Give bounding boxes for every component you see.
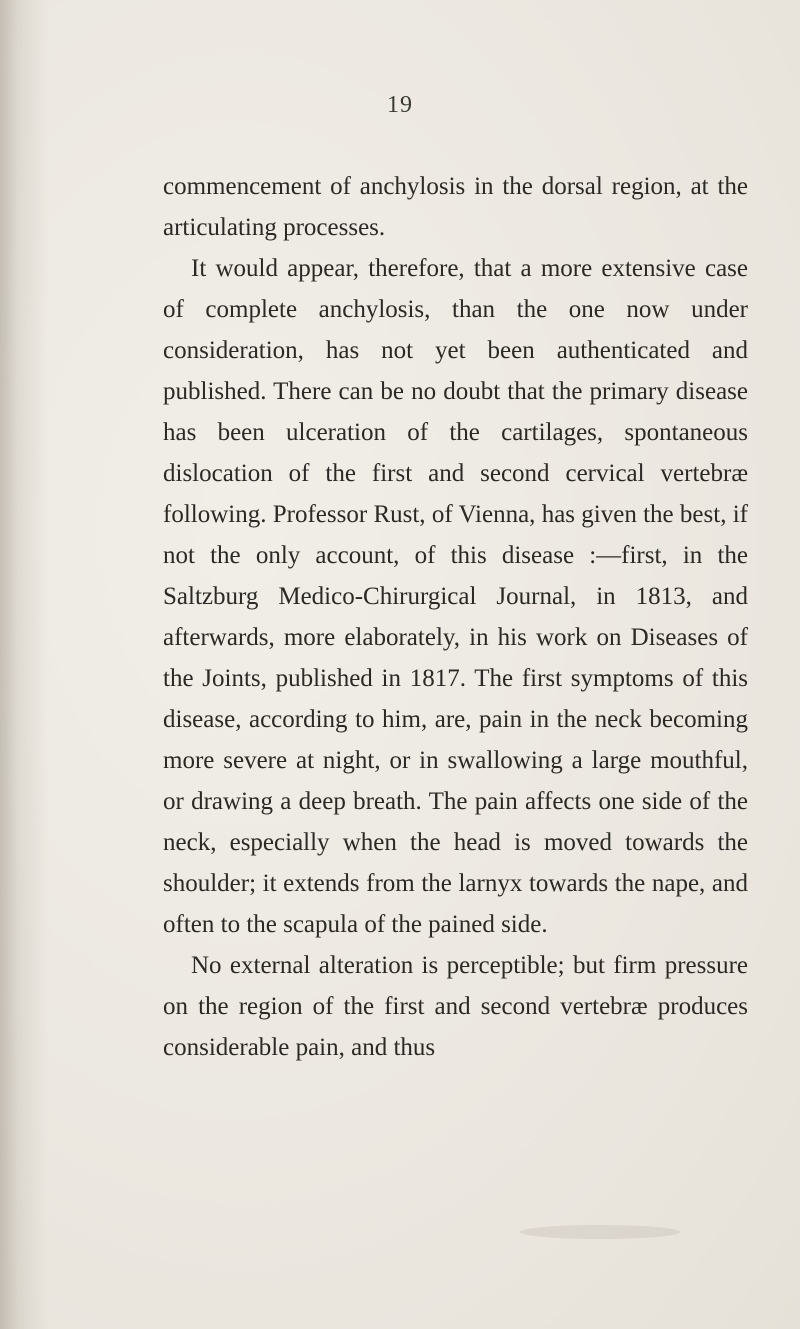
ink-bleed-mark [520, 1225, 680, 1239]
paragraph-anchylosis-discussion: It would appear, therefore, that a more extensive case of complete anchylosis, than the one now under consideration, has not yet been authenticated and published. There can be no doubt that the primary disease has been ulceration of the cartilages, spontaneous dislocation of the first and second cervical vertebræ following. Professor Rust, of Vienna, has given the best, if not the only account, of this disease :—first, in the Saltzburg Medico-Chirurgical Journal, in 1813, and afterwards, more elaborately, in his work on Diseases of the Joints, published in 1817. The first symptoms of this disease, according to him, are, pain in the neck becoming more severe at night, or in swallowing a large mouthful, or drawing a deep breath. The pain affects one side of the neck, especially when the head is moved towards the shoulder; it extends from the larnyx towards the nape, and often to the scapula of the pained side. [163, 255, 748, 938]
page-number: 19 [387, 92, 413, 118]
body-text [163, 166, 748, 1068]
paragraph-continuation: commencement of anchylosis in the dorsal region, at the articulating processes. [163, 173, 748, 241]
paragraph-external-alteration: No external alteration is perceptible; but firm pressure on the region of the first and second vertebræ produces considerable pain, and thus [163, 952, 748, 1061]
